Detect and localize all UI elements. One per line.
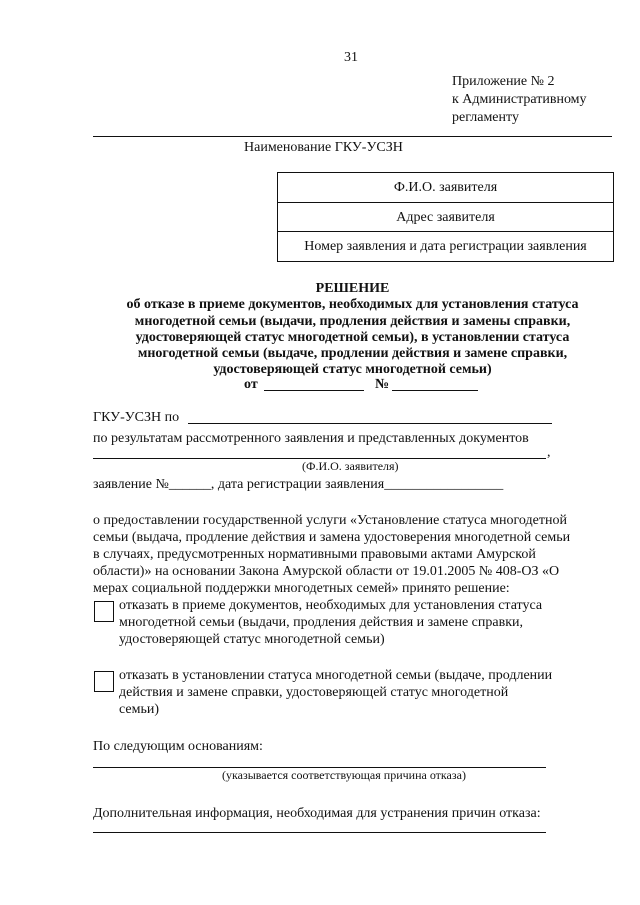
decision-date-label: от <box>244 377 258 392</box>
decision-heading: РЕШЕНИЕ <box>315 281 390 296</box>
applicant-address-field: Адрес заявителя <box>278 202 613 232</box>
header-rule <box>93 136 612 137</box>
service-para-line-2: семьи (выдача, продление действия и замена удостоверения многодетной семьи <box>93 530 571 545</box>
decision-title-line-1: об отказе в приеме документов, необходимых для установления статуса <box>126 297 579 312</box>
option1-line-3: удостоверяющей статус многодетной семьи) <box>119 632 385 647</box>
decision-title-line-2: многодетной семьи (выдачи, продления действия и замены справки, <box>134 314 571 329</box>
option1-line-1: отказать в приеме документов, необходимых для установления статуса <box>119 598 543 613</box>
fio-line-comma: , <box>547 445 551 460</box>
org-by-label: ГКУ-УСЗН по <box>93 410 180 425</box>
appendix-line-3: регламенту <box>452 110 519 125</box>
service-para-line-1: о предоставлении государственной услуги «Установление статуса многодетной <box>93 513 567 528</box>
org-name-label: Наименование ГКУ-УСЗН <box>244 140 403 155</box>
option2-line-1: отказать в установлении статуса многодетной семьи (выдаче, продлении <box>119 668 553 683</box>
application-line: заявление №______, дата регистрации заявления_________________ <box>93 477 504 492</box>
grounds-label: По следующим основаниям: <box>93 739 263 754</box>
service-para-line-3: в случаях, предусмотренных нормативными правовыми актами Амурской <box>93 547 536 562</box>
page-number: 31 <box>344 50 358 65</box>
option2-line-3: семьи) <box>119 702 159 717</box>
refuse-status-checkbox[interactable] <box>94 671 114 692</box>
option2-line-2: действия и замене справки, удостоверяющей статус многодетной <box>119 685 509 700</box>
decision-number-label: № <box>375 377 390 392</box>
additional-info-field <box>93 832 546 833</box>
service-para-line-4: области)» на основании Закона Амурской области от 19.01.2005 № 408-ОЗ «О <box>93 564 560 579</box>
service-para-line-5: мерах социальной поддержки многодетных семей» принято решение: <box>93 581 510 596</box>
decision-title-line-3: удостоверяющей статус многодетной семьи), в установлении статуса <box>135 330 570 345</box>
grounds-caption: (указывается соответствующая причина отказа) <box>222 768 466 782</box>
org-by-field <box>188 423 552 424</box>
option1-line-2: многодетной семьи (выдачи, продления действия и замене справки, <box>119 615 523 630</box>
refuse-documents-checkbox[interactable] <box>94 601 114 622</box>
appendix-line-1: Приложение № 2 <box>452 74 555 89</box>
decision-title-line-5: удостоверяющей статус многодетной семьи) <box>213 362 492 377</box>
decision-date-field <box>264 390 364 391</box>
decision-number-field <box>392 390 478 391</box>
fio-caption: (Ф.И.О. заявителя) <box>302 459 399 473</box>
results-line: по результатам рассмотренного заявления и представленных документов <box>93 431 529 446</box>
applicant-info-box <box>277 172 614 262</box>
appendix-line-2: к Административному <box>452 92 587 107</box>
applicant-fio-field: Ф.И.О. заявителя <box>393 180 498 195</box>
application-number-date-field: Номер заявления и дата регистрации заявления <box>278 231 613 261</box>
additional-info-label: Дополнительная информация, необходимая для устранения причин отказа: <box>93 806 541 821</box>
decision-title-line-4: многодетной семьи (выдаче, продлении действия и замене справки, <box>137 346 568 361</box>
